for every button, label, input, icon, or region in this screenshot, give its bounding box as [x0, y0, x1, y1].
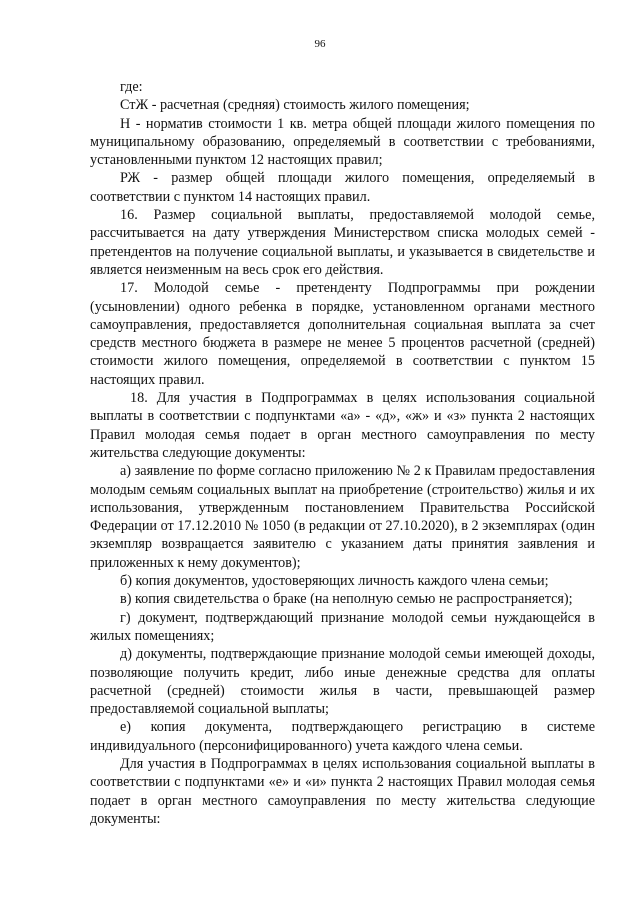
paragraph: г) документ, подтверждающий признание молодой семьи нуждающейся в жилых помещениях;: [90, 609, 595, 644]
paragraph: б) копия документов, удостоверяющих личность каждого члена семьи;: [120, 573, 549, 590]
paragraph: СтЖ - расчетная (средняя) стоимость жилого помещения;: [120, 97, 470, 114]
paragraph: д) документы, подтверждающие признание молодой семьи имеющей доходы, позволяющие получить кредит, либо иные денежные средства для оплаты расчетной (средней) стоимости жилья в части, превышающей размер предоставляемой социальной выплаты;: [90, 646, 595, 718]
paragraph: е) копия документа, подтверждающего регистрацию в системе индивидуального (персонифицированного) учета каждого члена семьи.: [90, 719, 595, 754]
paragraph: где:: [120, 79, 143, 95]
paragraph: 16. Размер социальной выплаты, предоставляемой молодой семье, рассчитывается на дату утверждения Министерством списка молодых семей - претендентов на получение социальной выплаты, и указывается в свидетельстве и является неизменным на весь срок его действия.: [90, 207, 595, 278]
paragraph: а) заявление по форме согласно приложению № 2 к Правилам предоставления молодым семьям социальных выплат на приобретение (строительство) жилья и их использования, утвержденным постановлением Правительства Российской Федерации от 17.12.2010 № 1050 (в редакции от 27.10.2020), в 2 экземплярах (один экземпляр возвращается заявителю с указанием даты принятия заявления и приложенных к нему документов);: [90, 463, 595, 571]
paragraph: в) копия свидетельства о браке (на неполную семью не распространяется);: [120, 591, 573, 608]
paragraph: Н - норматив стоимости 1 кв. метра общей площади жилого помещения по муниципальному образованию, определяемый в соответствии с требованиями, установленными пунктом 12 настоящих правил;: [90, 115, 595, 169]
page-number: 96: [314, 38, 326, 50]
paragraph: РЖ - размер общей площади жилого помещения, определяемый в соответствии с пунктом 14 настоящих правил.: [90, 170, 595, 205]
document-body: [90, 78, 595, 828]
paragraph: 18. Для участия в Подпрограммах в целях использования социальной выплаты в соответствии с подпунктами «а» - «д», «ж» и «з» пункта 2 настоящих Правил молодая семья подает в орган местного самоуправления по месту жительства следующие документы:: [90, 390, 595, 461]
paragraph: Для участия в Подпрограммах в целях использования социальной выплаты в соответствии с подпунктами «е» и «и» пункта 2 настоящих Правил молодая семья подает в орган местного самоуправления по месту жительства следующие документы:: [90, 755, 595, 827]
paragraph: 17. Молодой семье - претенденту Подпрограммы при рождении (усыновлении) одного ребенка в порядке, установленном органами местного самоуправления, предоставляется дополнительная социальная выплата за счет средств местного бюджета в размере не менее 5 процентов расчетной (средней) стоимости жилого помещения, определяемой в соответствии с пунктом 15 настоящих правил.: [90, 280, 595, 388]
